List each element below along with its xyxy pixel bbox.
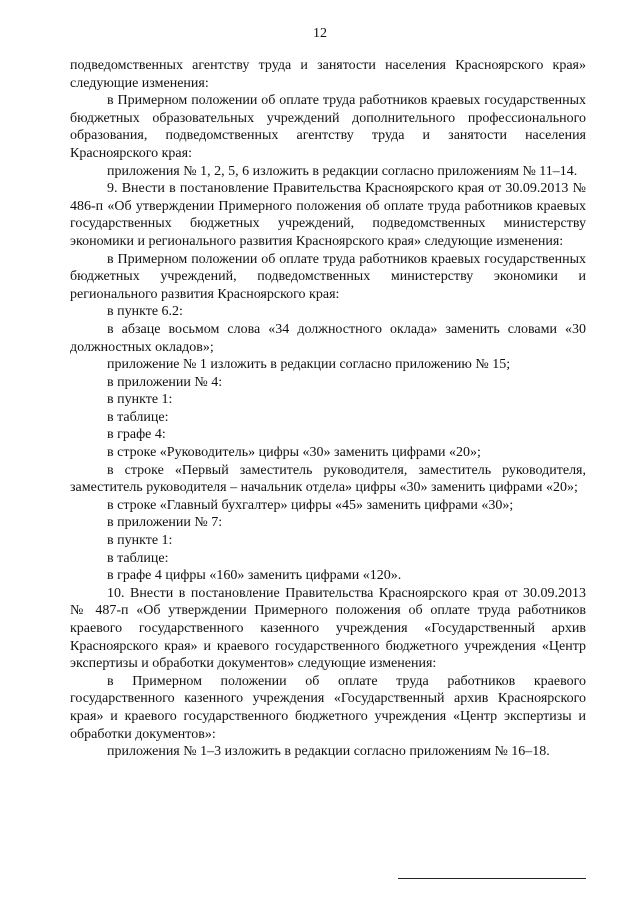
paragraph: в Примерном положении об оплате труда работников краевого государственного казенного учреждения «Государственный архив Красноярского края» и краевого государственного бюджетного учреждения «Центр экспертизы и обработки документов»:: [70, 673, 586, 742]
paragraph: в строке «Главный бухгалтер» цифры «45» заменить цифрами «30»;: [107, 497, 514, 513]
paragraph: в пункте 6.2:: [107, 304, 183, 320]
paragraph: в приложении № 4:: [107, 374, 223, 390]
paragraph: в Примерном положении об оплате труда работников краевых государственных бюджетных образовательных учреждений дополнительного профессионального образования, подведомственных агентству труда и занятости населения Красноярского края:: [70, 93, 586, 161]
paragraph: в приложении № 7:: [107, 515, 223, 531]
paragraph: приложения № 1, 2, 5, 6 изложить в редакции согласно приложениям № 11–14.: [107, 163, 578, 179]
paragraph: подведомственных агентству труда и занятости населения Красноярского края» следующие изменения:: [70, 58, 586, 91]
paragraph: в абзаце восьмом слова «34 должностного оклада» заменить словами «30 должностных окладов»;: [70, 321, 586, 355]
paragraph: в таблице:: [107, 550, 169, 566]
paragraph: в пункте 1:: [107, 392, 173, 408]
paragraph: 10. Внести в постановление Правительства Красноярского края от 30.09.2013 № 487-п «Об утверждении Примерного положения об оплате труда работников краевого государственного казенного учреждения «Государственный архив Красноярского края» и краевого государственного бюджетного учреждения «Центр экспертизы и обработки документов» следующие изменения:: [70, 585, 586, 672]
paragraph: 9. Внести в постановление Правительства Красноярского края от 30.09.2013 № 486-п «Об утверждении Примерного положения об оплате труда работников краевых государственных бюджетных учреждений, подведомственных министерству экономики и регионального развития Красноярского края» следующие изменения:: [70, 181, 586, 249]
paragraph: в пункте 1:: [107, 533, 173, 549]
paragraph: приложения № 1–3 изложить в редакции согласно приложениям № 16–18.: [107, 744, 550, 760]
paragraph: в Примерном положении об оплате труда работников краевых государственных бюджетных учреждений, подведомственных министерству экономики и регионального развития Красноярского края:: [70, 251, 586, 302]
document-body: [70, 57, 586, 761]
paragraph: в графе 4:: [107, 427, 166, 443]
paragraph: приложение № 1 изложить в редакции согласно приложению № 15;: [107, 357, 511, 373]
paragraph: в графе 4 цифры «160» заменить цифрами «120».: [107, 568, 402, 584]
page-number: 12: [313, 26, 327, 41]
paragraph: в таблице:: [107, 409, 169, 425]
paragraph: в строке «Руководитель» цифры «30» заменить цифрами «20»;: [107, 445, 481, 461]
paragraph: в строке «Первый заместитель руководителя, заместитель руководителя, заместитель руководителя – начальник отдела» цифры «30» заменить цифрами «20»;: [70, 462, 586, 496]
footer-rule: [398, 878, 586, 879]
